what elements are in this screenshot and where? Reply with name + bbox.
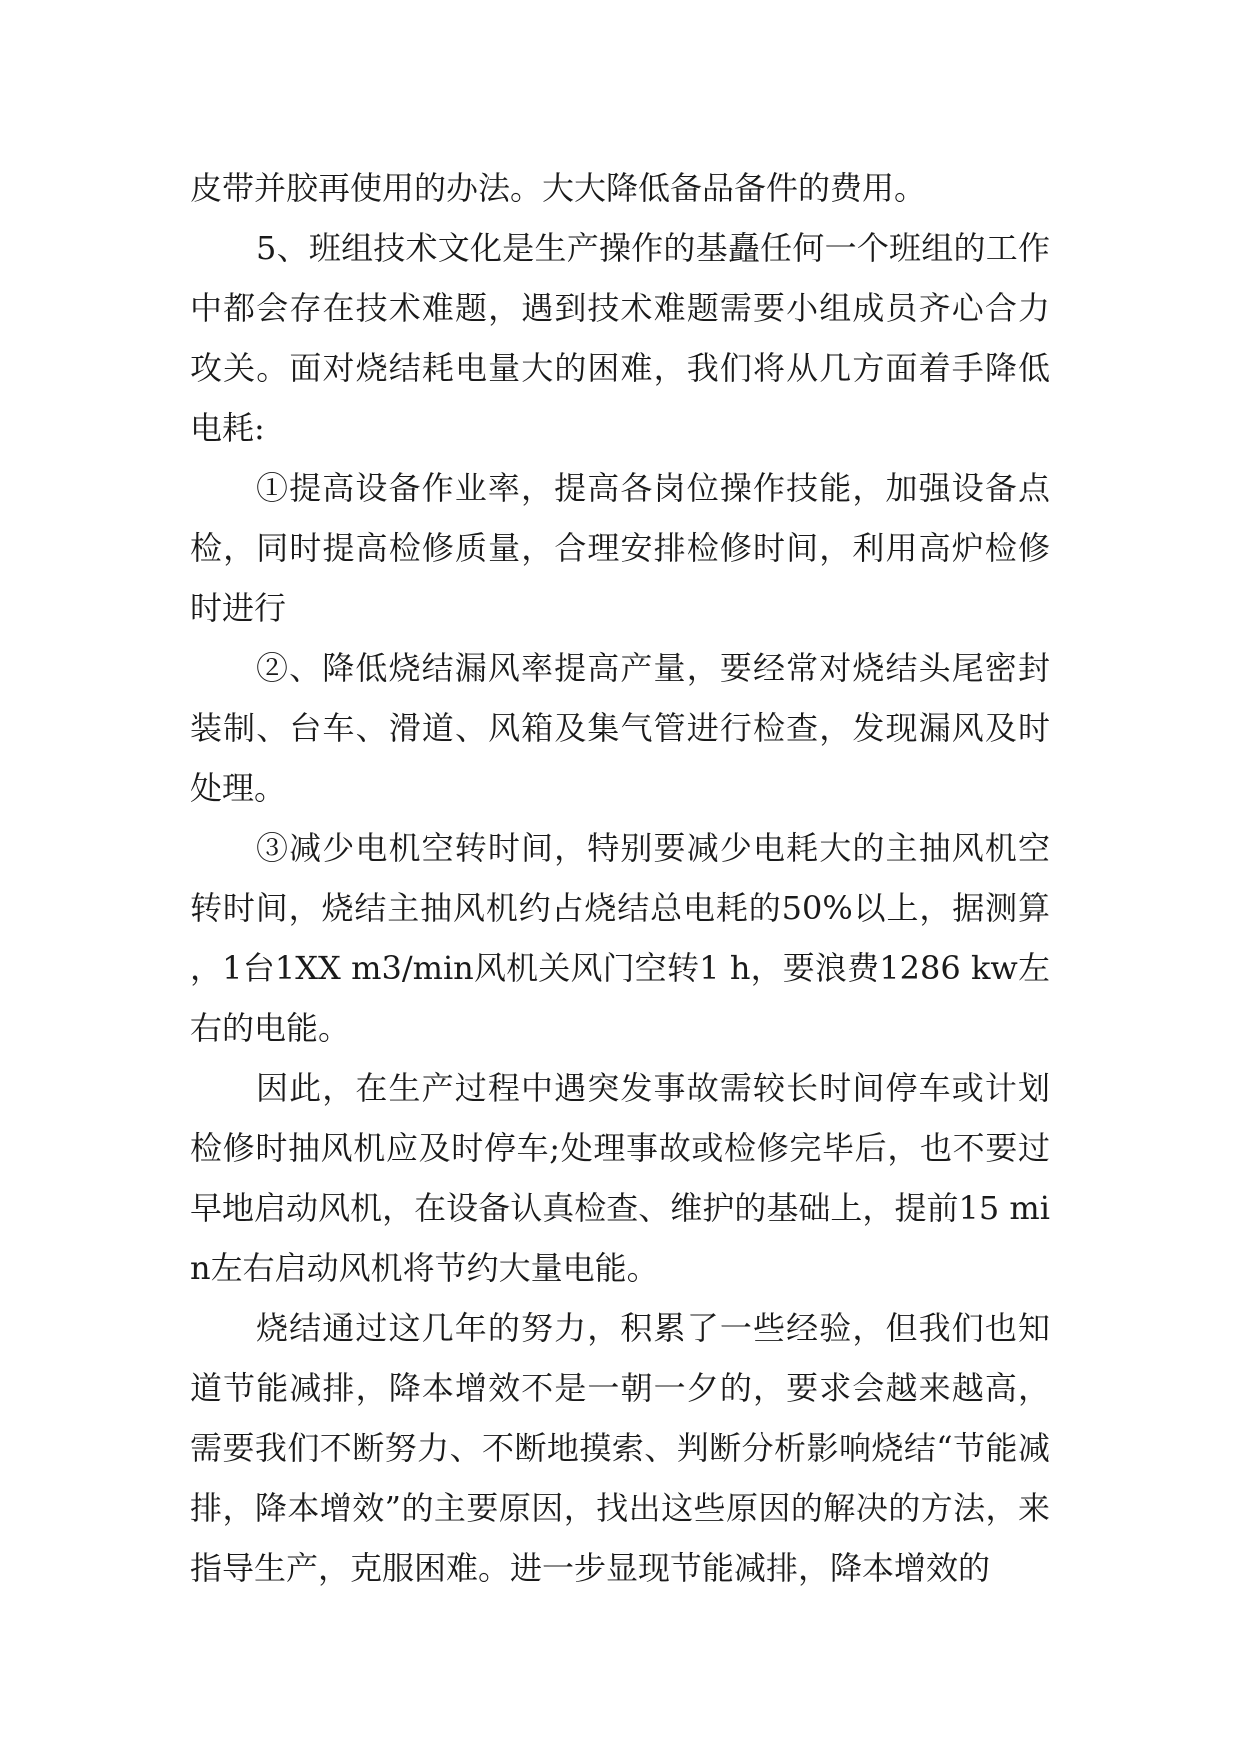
paragraph-point-1: ①提高设备作业率，提高各岗位操作技能，加强设备点检，同时提高检修质量，合理安排检修时间，利用高炉检修时进行 xyxy=(190,469,1050,627)
paragraph-point-2: ②、降低烧结漏风率提高产量，要经常对烧结头尾密封装制、台车、滑道、风箱及集气管进行检查，发现漏风及时处理。 xyxy=(190,649,1050,807)
paragraph-continuation: 皮带并胶再使用的办法。大大降低备品备件的费用。 xyxy=(190,169,927,207)
document-body xyxy=(190,158,1050,1598)
paragraph-item-5: 5、班组技术文化是生产操作的基矗任何一个班组的工作中都会存在技术难题，遇到技术难题需要小组成员齐心合力攻关。面对烧结耗电量大的困难，我们将从几方面着手降低电耗: xyxy=(190,229,1050,447)
paragraph-point-3: ③减少电机空转时间，特别要减少电耗大的主抽风机空转时间，烧结主抽风机约占烧结总电耗的50%以上，据测算，1台1XX m3/min风机关风门空转1 h，要浪费1286 kw左右的电能。 xyxy=(190,829,1050,1047)
paragraph-therefore: 因此，在生产过程中遇突发事故需较长时间停车或计划检修时抽风机应及时停车;处理事故或检修完毕后，也不要过早地启动风机，在设备认真检查、维护的基础上，提前15 min左右启动风机将节约大量电能。 xyxy=(190,1069,1050,1287)
paragraph-conclusion: 烧结通过这几年的努力，积累了一些经验，但我们也知道节能减排，降本增效不是一朝一夕的，要求会越来越高，需要我们不断努力、不断地摸索、判断分析影响烧结“节能减排，降本增效”的主要原因，找出这些原因的解决的方法，来指导生产，克服困难。进一步显现节能减排，降本增效的 xyxy=(190,1309,1050,1587)
